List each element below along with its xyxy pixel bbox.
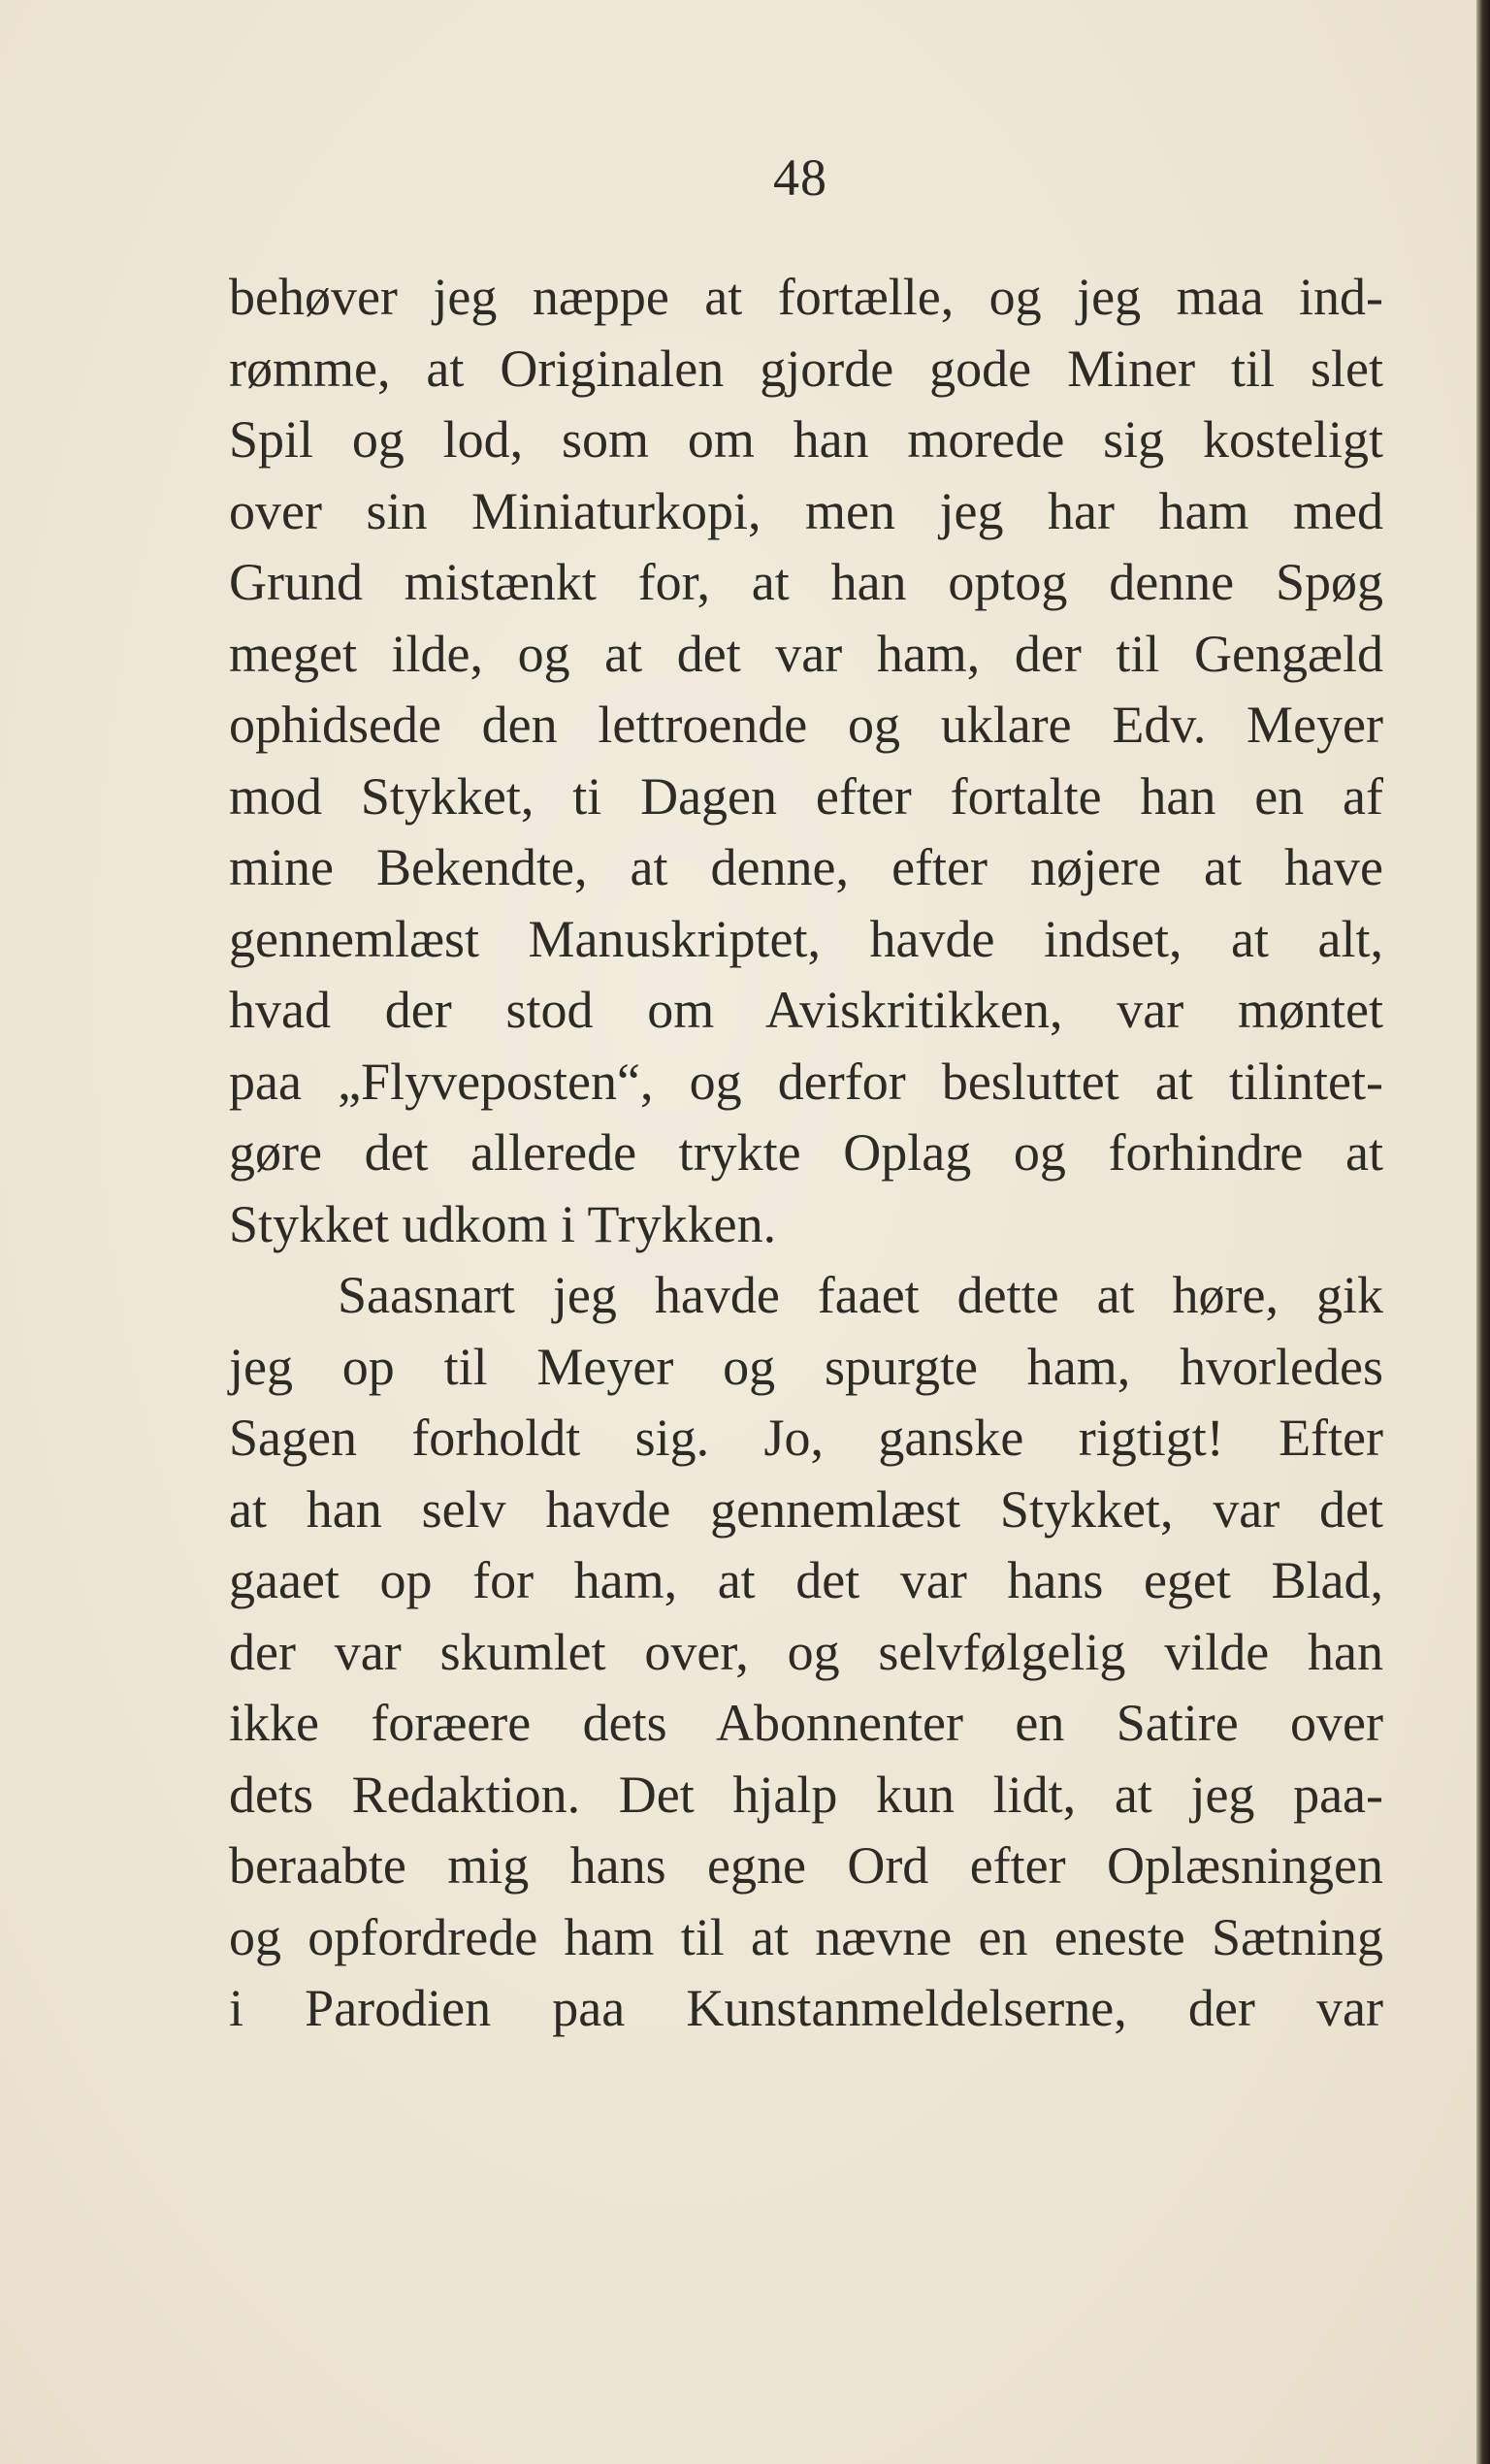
text-line: Sagen forholdt sig. Jo, ganske rigtigt! Efter [229, 1409, 1383, 1467]
text-line: mine Bekendte, at denne, efter nøjere at have [229, 838, 1383, 896]
text-line: og opfordrede ham til at nævne en eneste Sætning [229, 1907, 1383, 1966]
text-line: over sin Miniaturkopi, men jeg har ham med [229, 481, 1383, 540]
text-line: behøver jeg næppe at fortælle, og jeg maa ind- [229, 268, 1383, 326]
text-line: meget ilde, og at det var ham, der til Gengæld [229, 624, 1383, 683]
paragraph-end-line: Stykket udkom i Trykken. [229, 1194, 777, 1253]
text-line: at han selv havde gennemlæst Stykket, var det [229, 1479, 1383, 1539]
text-line: paa „Flyveposten“, og derfor besluttet at tilintet- [229, 1052, 1383, 1111]
paragraph-start-line: Saasnart jeg havde faaet dette at høre, gik [338, 1266, 1383, 1324]
text-line: ophidsede den lettroende og uklare Edv. Meyer [229, 696, 1383, 754]
text-line: beraabte mig hans egne Ord efter Oplæsningen [229, 1836, 1383, 1895]
text-line: gennemlæst Manuskriptet, havde indset, at alt, [229, 909, 1383, 968]
text-line: hvad der stod om Aviskritikken, var møntet [229, 981, 1383, 1039]
text-line: dets Redaktion. Det hjalp kun lidt, at jeg paa- [229, 1765, 1383, 1824]
text-line: mod Stykket, ti Dagen efter fortalte han en af [229, 766, 1383, 826]
page-edge-shadow [1476, 0, 1490, 2464]
text-line: der var skumlet over, og selvfølgelig vilde han [229, 1622, 1383, 1681]
text-line: ikke foræere dets Abonnenter en Satire over [229, 1694, 1383, 1752]
text-line: gaaet op for ham, at det var hans eget Blad, [229, 1551, 1383, 1609]
page-number: 48 [773, 148, 827, 207]
text-line: jeg op til Meyer og spurgte ham, hvorledes [229, 1337, 1383, 1396]
text-line: gøre det allerede trykte Oplag og forhindre at [229, 1123, 1383, 1182]
text-line: i Parodien paa Kunstanmeldelserne, der var [229, 1979, 1383, 2037]
text-line: Grund mistænkt for, at han optog denne Spøg [229, 553, 1383, 611]
text-line: rømme, at Originalen gjorde gode Miner til slet [229, 339, 1383, 398]
text-line: Spil og lod, som om han morede sig kosteligt [229, 410, 1383, 469]
body-text [229, 262, 1383, 2045]
